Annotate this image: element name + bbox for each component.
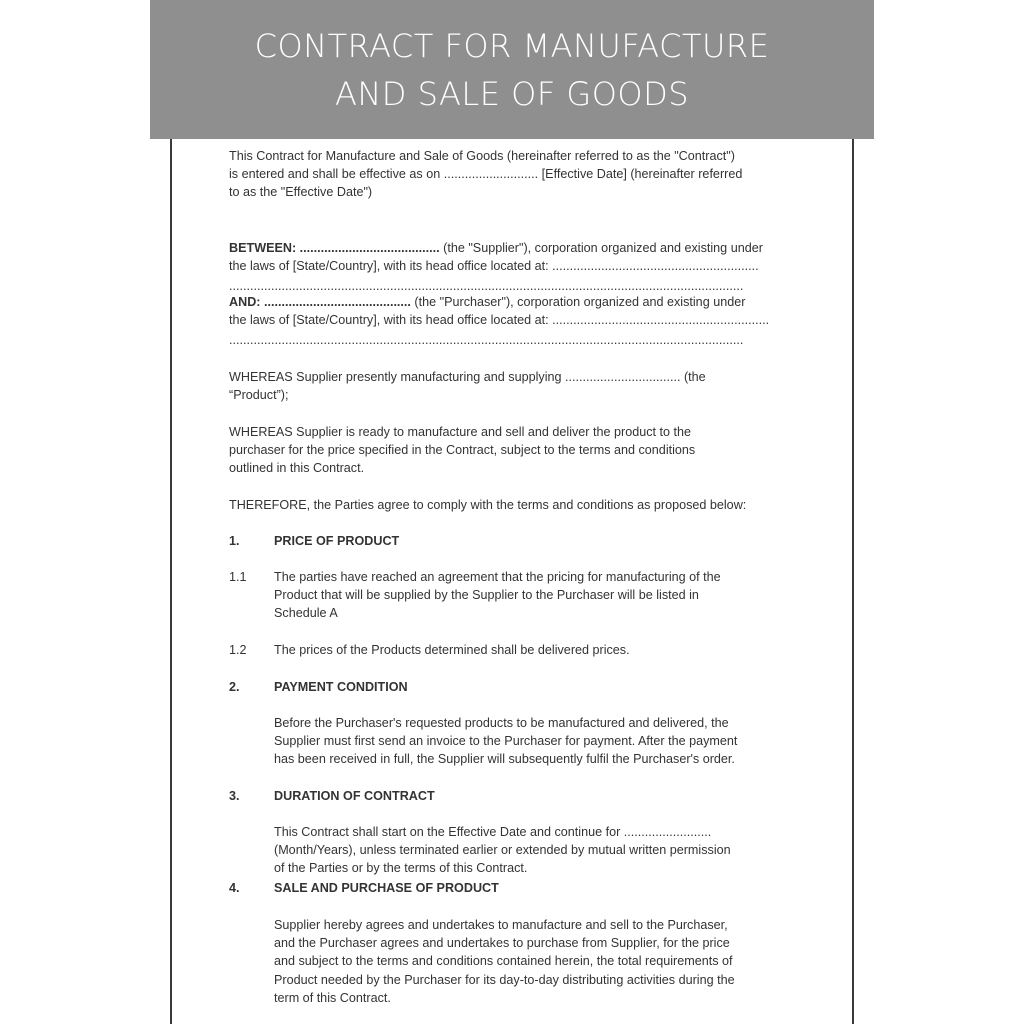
- between-paragraph: [229, 239, 799, 296]
- clause-line: Product that will be supplied by the Supplier to the Purchaser will be listed in: [274, 588, 699, 603]
- title-banner: [150, 0, 874, 139]
- section-number: 4.: [229, 881, 240, 895]
- whereas-line: “Product”);: [229, 388, 289, 403]
- body-line: Before the Purchaser's requested products to be manufactured and delivered, the: [274, 716, 729, 730]
- clause-line: The parties have reached an agreement that the pricing for manufacturing of the: [274, 570, 721, 584]
- therefore-paragraph: THEREFORE, the Parties agree to comply with the terms and conditions as proposed below:: [229, 498, 747, 512]
- intro-line: to as the "Effective Date"): [229, 185, 373, 200]
- whereas-line: outlined in this Contract.: [229, 461, 365, 476]
- body-line: term of this Contract.: [274, 990, 391, 1005]
- clause-line: The prices of the Products determined shall be delivered prices.: [274, 643, 630, 657]
- section-number: 1.: [229, 534, 240, 548]
- body-line: Supplier must first send an invoice to the Purchaser for payment. After the payment: [274, 734, 738, 749]
- banner-title-line-2: AND SALE OF GOODS: [334, 74, 690, 113]
- between-label: BETWEEN: ........................................: [229, 241, 440, 255]
- whereas-line: WHEREAS Supplier is ready to manufacture and sell and deliver the product to the: [229, 425, 692, 439]
- intro-paragraph: [229, 147, 799, 202]
- intro-line: This Contract for Manufacture and Sale of Goods (hereinafter referred to as the "Contract"): [229, 149, 735, 163]
- clause-number: 1.2: [229, 643, 247, 657]
- whereas-ready-paragraph: [229, 423, 799, 478]
- clause-line: Schedule A: [274, 606, 338, 621]
- and-label: AND: ..........................................: [229, 295, 411, 309]
- section-title: DURATION OF CONTRACT: [274, 789, 435, 803]
- section-number: 2.: [229, 680, 240, 694]
- whereas-line: WHEREAS Supplier presently manufacturing and supplying ................................. (the: [229, 370, 706, 384]
- intro-line: is entered and shall be effective as on ........................... [Effective Date] (hereinafter referred: [229, 167, 743, 182]
- body-line: Supplier hereby agrees and undertakes to manufacture and sell to the Purchaser,: [274, 918, 728, 932]
- section-number: 3.: [229, 789, 240, 803]
- and-text: (the "Purchaser"), corporation organized and existing under: [410, 295, 746, 309]
- and-line: the laws of [State/Country], with its head office located at: ..............................................................: [229, 313, 770, 328]
- body-line: and the Purchaser agrees and undertakes to purchase from Supplier, for the price: [274, 936, 730, 951]
- banner-title-line-1: CONTRACT FOR MANUFACTURE: [254, 26, 770, 65]
- body-line: has been received in full, the Supplier will subsequently fulfil the Purchaser's order.: [274, 752, 735, 767]
- between-text: (the "Supplier"), corporation organized and existing under: [439, 241, 763, 255]
- whereas-line: purchaser for the price specified in the Contract, subject to the terms and conditions: [229, 443, 696, 458]
- clause-number: 1.1: [229, 570, 247, 584]
- body-line: Product needed by the Purchaser for its day-to-day distributing activities during the: [274, 972, 735, 987]
- and-address-blank: ...................................................................................................................................................: [229, 333, 744, 348]
- and-paragraph: [229, 293, 799, 350]
- body-line: (Month/Years), unless terminated earlier or extended by mutual written permission: [274, 843, 731, 858]
- body-line: This Contract shall start on the Effective Date and continue for .........................: [274, 825, 712, 839]
- body-line: of the Parties or by the terms of this Contract.: [274, 861, 528, 876]
- section-title: SALE AND PURCHASE OF PRODUCT: [274, 881, 499, 895]
- between-line: the laws of [State/Country], with its head office located at: ...........................................................: [229, 259, 759, 274]
- between-address-blank: ...................................................................................................................................................: [229, 279, 744, 294]
- section-title: PAYMENT CONDITION: [274, 680, 408, 694]
- body-line: and subject to the terms and conditions contained herein, the total requirements of: [274, 954, 733, 969]
- whereas-product-paragraph: [229, 368, 799, 404]
- section-title: PRICE OF PRODUCT: [274, 534, 400, 548]
